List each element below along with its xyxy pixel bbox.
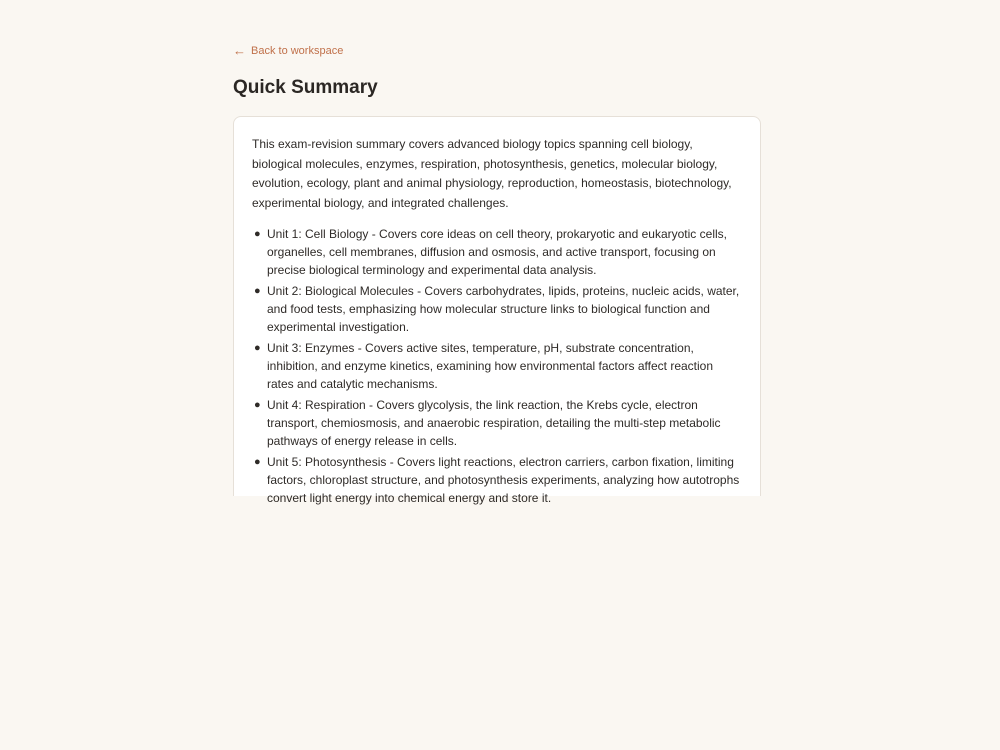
summary-intro: This exam-revision summary covers advanced biology topics spanning cell biology, biological molecules, enzymes, respiration, photosynthesis, genetics, molecular biology, evolution, ecology, plant and animal physiology, reproduction, homeostasis, biotechnology, experimental biology, and integrated challenges.	[252, 137, 732, 210]
unit-text: Unit 3: Enzymes - Covers active sites, temperature, pH, substrate concentration, inhibition, and enzyme kinetics, examining how environmental factors affect reaction rates and catalytic mechanisms.	[267, 341, 714, 392]
back-to-workspace-link[interactable]	[233, 43, 343, 59]
bullet-icon: ●	[254, 285, 261, 298]
unit-text: Unit 2: Biological Molecules - Covers carbohydrates, lipids, proteins, nucleic acids, water, and food tests, emphasizing how molecular structure links to biological function and experimental investigation.	[267, 284, 740, 335]
unit-text: Unit 5: Photosynthesis - Covers light reactions, electron carriers, carbon fixation, limiting factors, chloroplast structure, and photosynthesis experiments, analyzing how autotrophs convert light energy into chemical energy and store it.	[267, 455, 740, 506]
summary-card	[233, 116, 761, 506]
page-title: Quick Summary	[233, 77, 378, 98]
unit-item	[252, 453, 742, 507]
bullet-icon: ●	[254, 399, 261, 412]
unit-text: Unit 4: Respiration - Covers glycolysis, the link reaction, the Krebs cycle, electron transport, chemiosmosis, and anaerobic respiration, detailing the multi-step metabolic pathways of energy release in cells.	[267, 398, 721, 449]
bullet-icon: ●	[254, 342, 261, 355]
unit-list	[252, 225, 742, 507]
back-link-label: Back to workspace	[251, 45, 344, 57]
unit-item	[252, 225, 742, 279]
arrow-left-icon: ←	[233, 43, 246, 58]
unit-item	[252, 339, 742, 393]
unit-text: Unit 1: Cell Biology - Covers core ideas on cell theory, prokaryotic and eukaryotic cells, organelles, cell membranes, diffusion and osmosis, and active transport, focusing on precise biological terminology and experimental data analysis.	[267, 227, 727, 278]
summary-page	[233, 42, 763, 506]
unit-item	[252, 282, 742, 336]
bullet-icon: ●	[254, 456, 261, 469]
unit-item	[252, 396, 742, 450]
bullet-icon: ●	[254, 228, 261, 241]
